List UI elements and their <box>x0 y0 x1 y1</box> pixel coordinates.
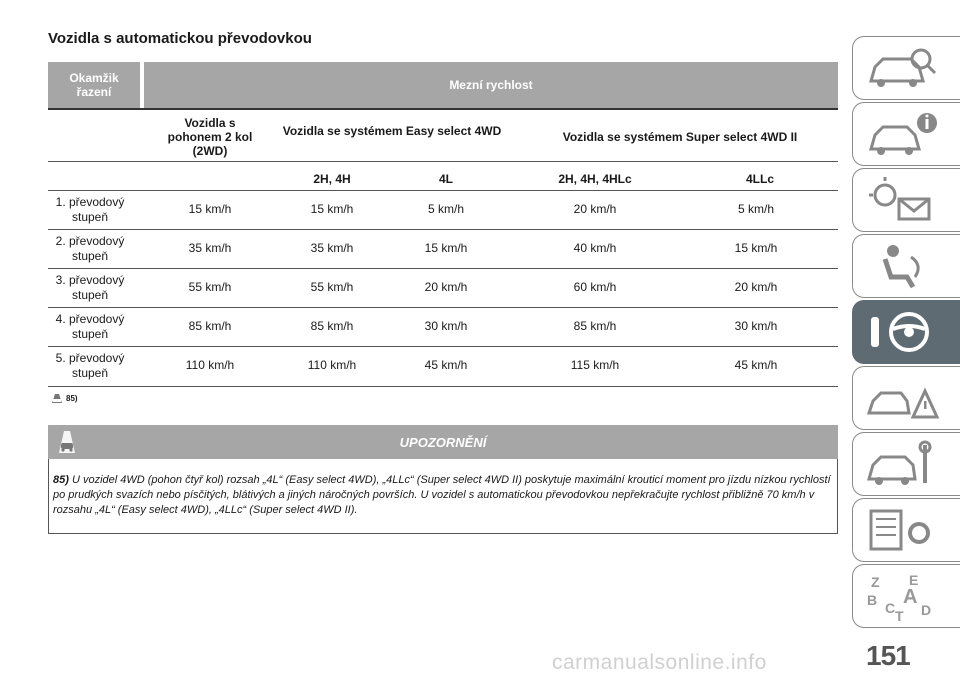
table-cell: 15 km/h <box>734 241 778 255</box>
table-divider <box>48 161 838 162</box>
car-info-icon <box>863 109 943 159</box>
index-letter: A <box>903 586 918 608</box>
table-cell: 5 km/h <box>737 202 774 216</box>
list-gear-icon <box>863 505 943 555</box>
table-cell: 45 km/h <box>424 358 468 372</box>
warning-number: 85) <box>53 474 69 486</box>
alphabet-index-icon <box>863 571 943 621</box>
car-search-icon <box>863 43 943 93</box>
warning-title: UPOZORNĚNÍ <box>399 434 487 450</box>
table-cell: 55 km/h <box>188 280 232 294</box>
warning-body: U vozidel 4WD (pohon čtyř kol) rozsah „4L“ (Easy select 4WD), „4LLc“ (Super select 4WD II) poskytuje maximální krouticí moment pro jízdu nízkou rychlostí po prudkých svazích nebo písčitých, blátivých a jiných náročných površích. U vozidel s automatickou převodovkou nepřekračujte rychlost přibližně 70 km/h v rozsahu „4L“ (Easy select 4WD), „4LLc“ (Super select 4WD II). <box>53 474 831 516</box>
table-divider <box>48 307 838 308</box>
index-letter: Z <box>871 574 880 590</box>
chapter-tab-maintenance[interactable] <box>852 432 960 496</box>
gear-label: 4. převodový stupeň <box>55 312 125 341</box>
table-cell: 40 km/h <box>573 241 617 255</box>
chapter-tab-safety[interactable] <box>852 234 960 298</box>
mode-header: 4L <box>438 172 453 186</box>
chapter-tab-lights[interactable] <box>852 168 960 232</box>
subheader-super-select: Vozidla se systémem Super select 4WD II <box>562 130 798 144</box>
gear-label: 5. převodový stupeň <box>55 351 125 380</box>
seat-airbag-icon <box>863 241 943 291</box>
note-reference[interactable] <box>50 392 78 404</box>
warning-text <box>53 473 833 518</box>
warning-car-icon <box>50 392 64 404</box>
index-letter: T <box>895 608 904 621</box>
index-letter: E <box>909 572 919 588</box>
header-speed-limit: Mezní rychlost <box>144 62 838 108</box>
table-header <box>48 62 838 108</box>
table-cell: 15 km/h <box>310 202 354 216</box>
mode-header: 4LLc <box>745 172 774 186</box>
table-cell: 85 km/h <box>188 319 232 333</box>
table-cell: 60 km/h <box>573 280 617 294</box>
table-cell: 35 km/h <box>188 241 232 255</box>
table-cell: 110 km/h <box>307 358 357 372</box>
index-letter: B <box>867 592 878 608</box>
chapter-tab-dashboard[interactable] <box>852 36 960 100</box>
chapter-tab-emergency[interactable] <box>852 366 960 430</box>
table-cell: 85 km/h <box>310 319 354 333</box>
table-cell: 85 km/h <box>573 319 617 333</box>
table-divider <box>48 190 838 191</box>
key-steering-wheel-icon <box>863 307 943 357</box>
table-divider <box>48 346 838 347</box>
chapter-tab-index[interactable] <box>852 564 960 628</box>
table-divider <box>48 386 838 387</box>
chapter-tab-specs[interactable] <box>852 498 960 562</box>
subheader-easy-select: Vozidla se systémem Easy select 4WD <box>282 124 502 138</box>
header-shift-point: Okamžik řazení <box>48 62 140 108</box>
table-cell: 15 km/h <box>188 202 232 216</box>
subheader-2wd: Vozidla s pohonem 2 kol (2WD) <box>167 116 253 158</box>
table-cell: 20 km/h <box>573 202 617 216</box>
watermark: carmanualsonline.info <box>552 651 767 674</box>
light-message-icon <box>863 175 943 225</box>
chapter-tab-info[interactable] <box>852 102 960 166</box>
gear-label: 1. převodový stupeň <box>55 195 125 224</box>
warning-header <box>48 425 838 459</box>
car-wrench-icon <box>863 439 943 489</box>
table-cell: 20 km/h <box>734 280 778 294</box>
index-letter: D <box>921 602 932 618</box>
table-cell: 20 km/h <box>424 280 468 294</box>
page-title: Vozidla s automatickou převodovkou <box>48 30 312 47</box>
table-cell: 110 km/h <box>185 358 235 372</box>
table-cell: 30 km/h <box>734 319 778 333</box>
table-cell: 30 km/h <box>424 319 468 333</box>
gear-label: 2. převodový stupeň <box>55 234 125 263</box>
table-divider <box>48 229 838 230</box>
chapter-tab-driving[interactable] <box>852 300 960 364</box>
index-letter: C <box>885 600 896 616</box>
table-cell: 45 km/h <box>734 358 778 372</box>
note-reference-label: 85) <box>66 393 78 403</box>
table-divider <box>48 268 838 269</box>
mode-header: 2H, 4H, 4HLc <box>558 172 632 186</box>
page-number: 151 <box>866 640 910 671</box>
header-divider <box>48 108 838 110</box>
table-cell: 35 km/h <box>310 241 354 255</box>
gear-label: 3. převodový stupeň <box>55 273 125 302</box>
table-cell: 115 km/h <box>570 358 620 372</box>
mode-header: 2H, 4H <box>313 172 351 186</box>
table-cell: 5 km/h <box>427 202 464 216</box>
warning-box <box>48 459 838 534</box>
car-warning-triangle-icon <box>863 373 943 423</box>
table-cell: 55 km/h <box>310 280 354 294</box>
table-cell: 15 km/h <box>424 241 468 255</box>
